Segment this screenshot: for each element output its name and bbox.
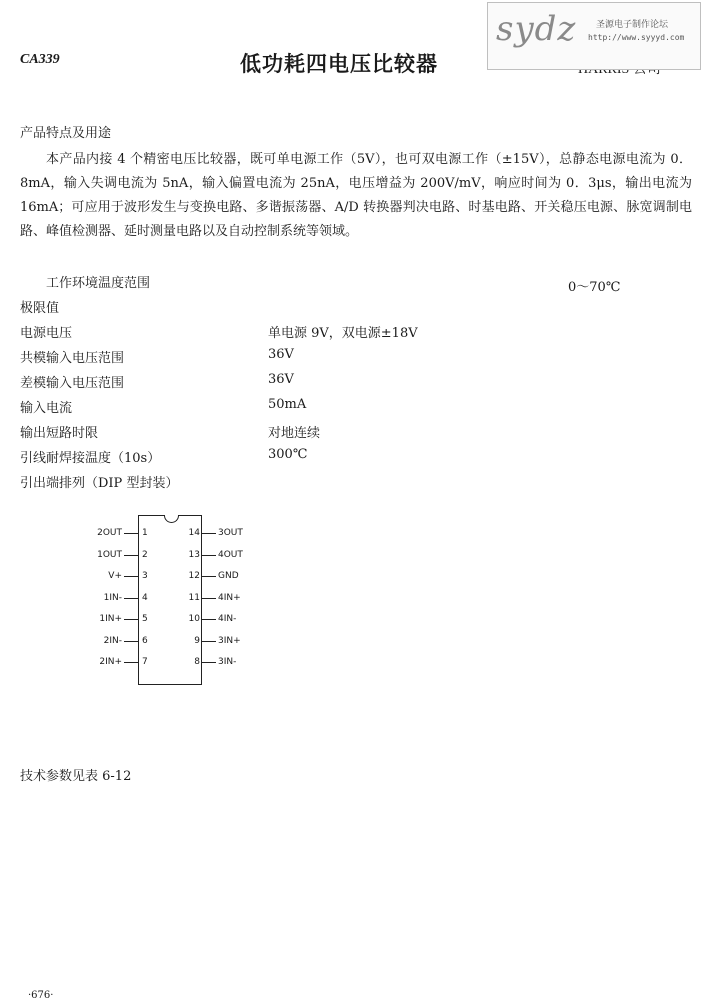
limits-heading: 极限值 <box>20 301 60 316</box>
pin-lead <box>124 662 138 663</box>
features-heading: 产品特点及用途 <box>20 126 112 141</box>
pin-number: 10 <box>188 614 200 624</box>
pin-number: 14 <box>188 528 200 538</box>
temp-range-value: 0～70℃ <box>568 280 621 295</box>
pin-name: 3IN+ <box>218 635 241 646</box>
watermark <box>487 2 701 70</box>
limit-label: 输入电流 <box>20 401 73 416</box>
pinout-heading: 引出端排列（DIP 型封装） <box>20 476 179 491</box>
limit-value: 50mA <box>268 397 307 412</box>
temp-range-label: 工作环境温度范围 <box>46 276 151 291</box>
pin-number: 11 <box>188 592 200 603</box>
pin-lead <box>202 576 216 577</box>
pin-number: 6 <box>142 635 148 646</box>
features-text: 本产品内接 4 个精密电压比较器，既可单电源工作（5V），也可双电源工作（±15V），总静态电源电流为 0．8mA，输入失调电流为 5nA，输入偏置电流为 25nA，电压增益为 200V/mV，响应时间为 0．3μs，输出电流为 16mA；可应用于波形发生与变换电路、多谐振荡器、A/D 转换器判决电路、时基电路、开关稳压电源、脉宽调制电路、峰值检测器、延时测量电路以及自动控制系统等领域。 <box>20 152 692 239</box>
page-number: ·676· <box>28 990 54 1001</box>
pin-number: 4 <box>142 592 148 603</box>
pin-lead <box>202 598 216 599</box>
pin-number: 12 <box>188 571 200 581</box>
pin-lead <box>124 555 138 556</box>
pin-number: 7 <box>142 657 148 667</box>
limit-label: 引线耐焊接温度（10s） <box>20 451 161 466</box>
package-notch <box>164 515 179 523</box>
pin-name: 1IN+ <box>99 614 122 624</box>
pin-number: 9 <box>194 635 200 646</box>
limit-value: 单电源 9V，双电源±18V <box>268 326 418 341</box>
parameter-reference: 技术参数见表 6-12 <box>20 769 132 784</box>
pin-lead <box>124 619 138 620</box>
pin-number: 3 <box>142 571 148 581</box>
pin-number: 1 <box>142 528 148 538</box>
pin-lead <box>202 533 216 534</box>
pin-name: 1OUT <box>97 549 122 560</box>
pin-lead <box>124 598 138 599</box>
pin-name: 3IN- <box>218 657 237 667</box>
limit-label: 共模输入电压范围 <box>20 351 125 366</box>
watermark-url: http://www.syyyd.com <box>588 33 685 42</box>
pin-name: 1IN- <box>103 592 122 603</box>
pin-name: 4OUT <box>218 549 243 560</box>
pin-lead <box>202 619 216 620</box>
pin-lead <box>202 641 216 642</box>
model-number: CA339 <box>20 52 60 67</box>
pin-name: 3OUT <box>218 528 243 538</box>
limit-value: 36V <box>268 372 294 387</box>
pin-lead <box>202 662 216 663</box>
limit-label: 输出短路时限 <box>20 426 99 441</box>
pin-name: 2IN+ <box>99 657 122 667</box>
pin-name: GND <box>218 571 239 581</box>
limit-value: 36V <box>268 347 294 362</box>
pin-lead <box>124 533 138 534</box>
pin-name: 4IN+ <box>218 592 241 603</box>
pin-name: 2OUT <box>97 528 122 538</box>
page-title: 低功耗四电压比较器 <box>240 51 438 76</box>
pin-lead <box>124 641 138 642</box>
pin-number: 13 <box>188 549 200 560</box>
limit-label: 电源电压 <box>20 326 73 341</box>
pin-number: 5 <box>142 614 148 624</box>
features-paragraph <box>20 148 692 244</box>
watermark-site-name: 圣源电子制作论坛 <box>596 20 669 30</box>
pin-lead <box>124 576 138 577</box>
watermark-logo: sydz <box>496 9 577 49</box>
pin-number: 2 <box>142 549 148 560</box>
pin-number: 8 <box>194 657 200 667</box>
limit-label: 差模输入电压范围 <box>20 376 125 391</box>
pin-name: 4IN- <box>218 614 237 624</box>
limit-value: 对地连续 <box>268 426 321 441</box>
limit-value: 300℃ <box>268 447 308 462</box>
pin-lead <box>202 555 216 556</box>
pin-name: V+ <box>108 571 122 581</box>
pin-name: 2IN- <box>103 635 122 646</box>
